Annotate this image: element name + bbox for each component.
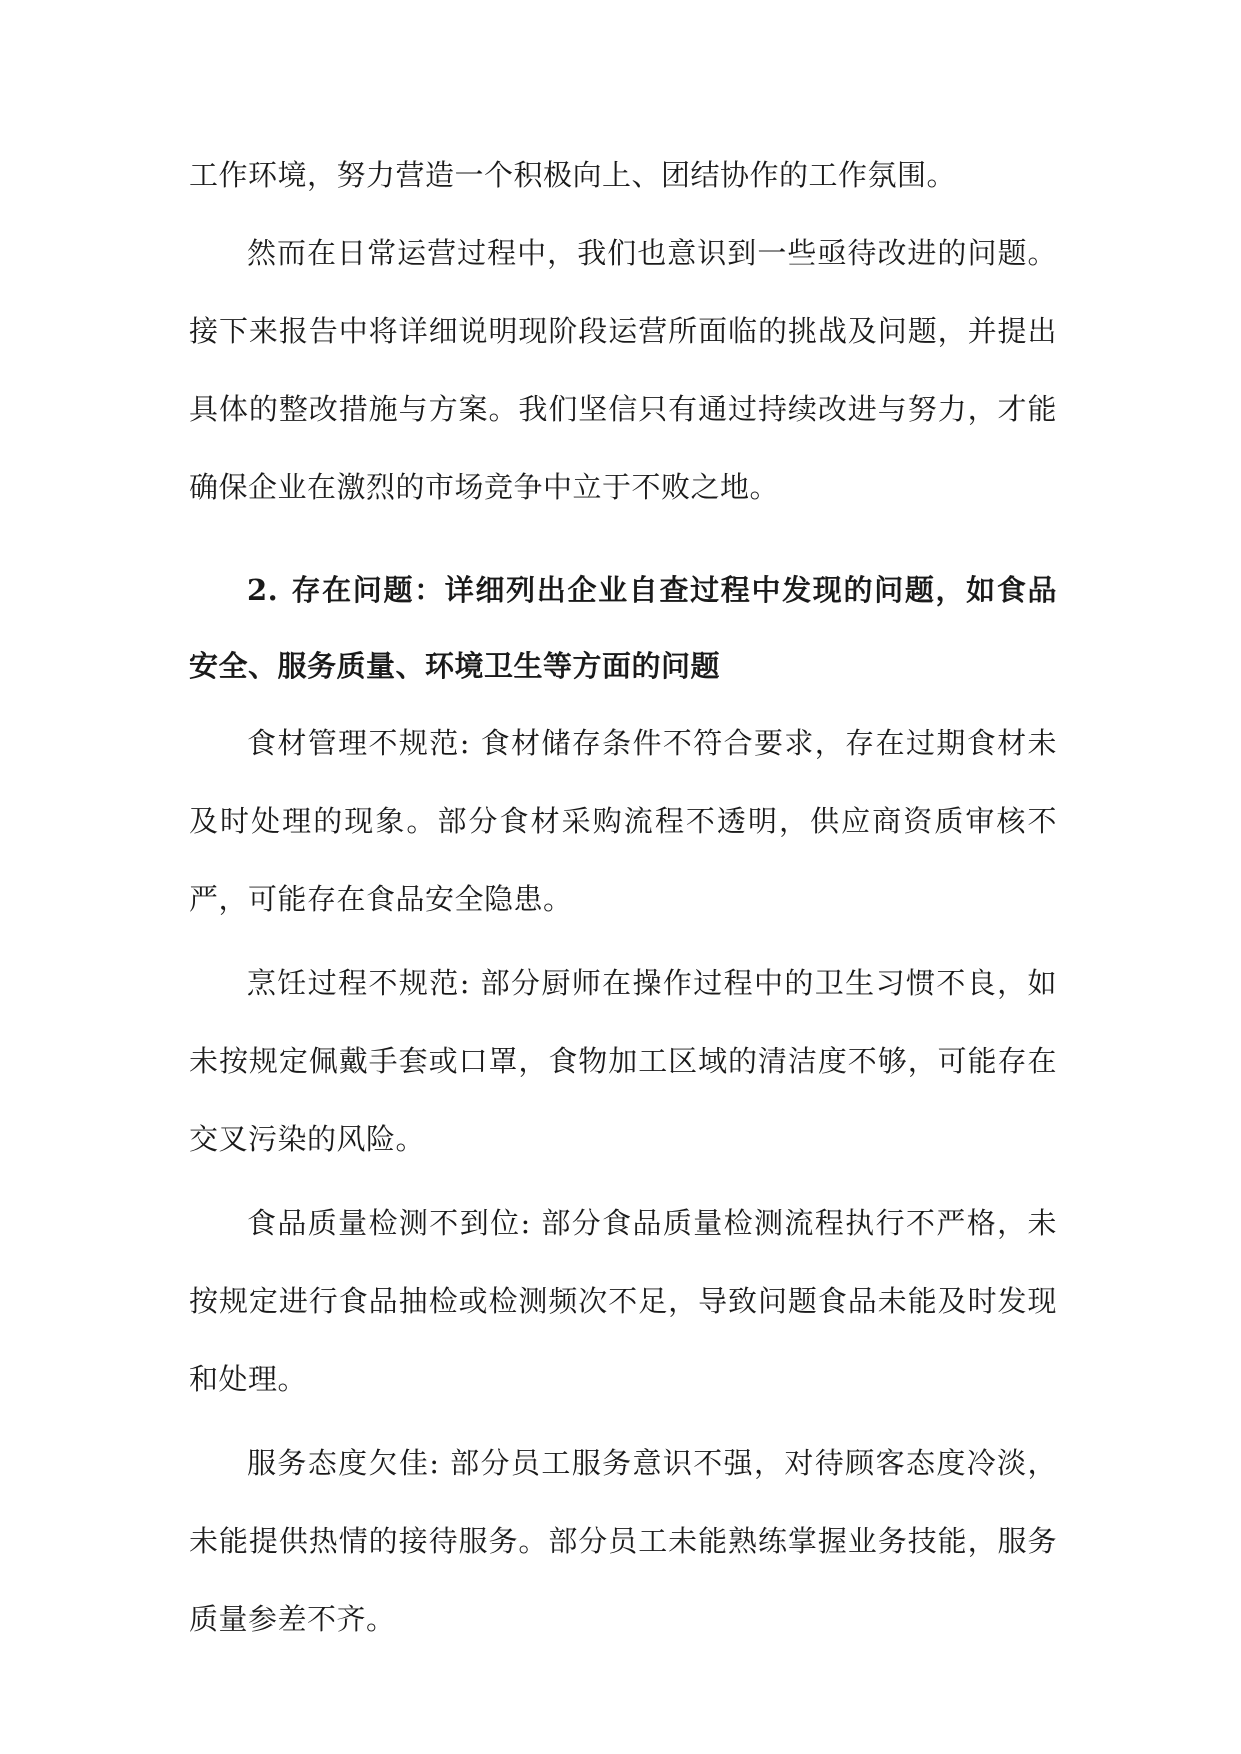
issue-paragraph-cooking: 烹饪过程不规范: 部分厨师在操作过程中的卫生习惯不良，如未按规定佩戴手套或口罩，食物加工区域的清洁度不够，可能存在交叉污染的风险。 [189,966,1057,1156]
intro-paragraph-continued: 工作环境，努力营造一个积极向上、团结协作的工作氛围。 [189,158,957,192]
issue-paragraph-service: 服务态度欠佳: 部分员工服务意识不强，对待顾客态度冷淡，未能提供热情的接待服务。部分员工未能熟练掌握业务技能，服务质量参差不齐。 [189,1446,1057,1636]
section-heading [189,552,1057,704]
section-title: 存在问题：详细列出企业自查过程中发现的问题，如食品安全、服务质量、环境卫生等方面的问题 [189,573,1057,683]
section-number: 2. [247,573,279,607]
document-page [189,136,1057,1658]
intro-paragraph: 然而在日常运营过程中，我们也意识到一些亟待改进的问题。接下来报告中将详细说明现阶段运营所面临的挑战及问题，并提出具体的整改措施与方案。我们坚信只有通过持续改进与努力，才能确保企业在激烈的市场竞争中立于不败之地。 [189,236,1057,504]
issue-paragraph-ingredients: 食材管理不规范: 食材储存条件不符合要求，存在过期食材未及时处理的现象。部分食材采购流程不透明，供应商资质审核不严，可能存在食品安全隐患。 [189,726,1057,916]
issue-paragraph-quality-inspection: 食品质量检测不到位: 部分食品质量检测流程执行不严格，未按规定进行食品抽检或检测频次不足，导致问题食品未能及时发现和处理。 [189,1206,1057,1396]
